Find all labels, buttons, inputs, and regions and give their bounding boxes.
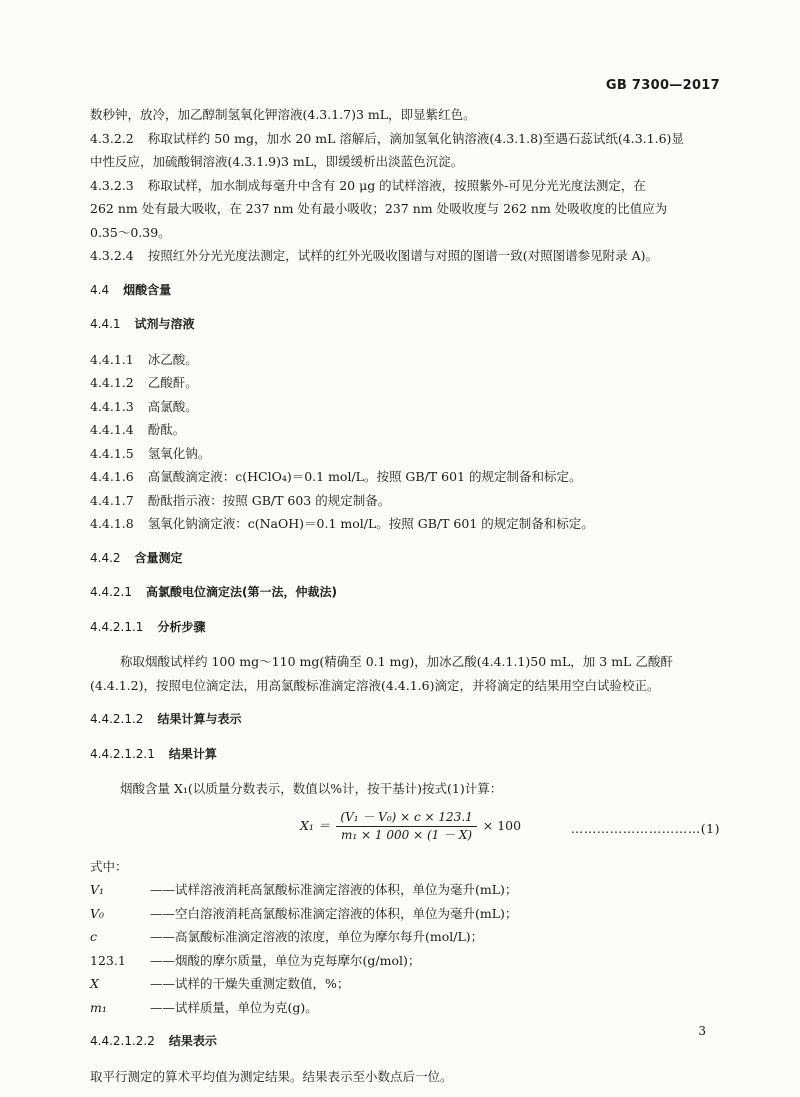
clause-number: 4.3.2.3 [90, 177, 134, 193]
formula-expression [300, 809, 521, 844]
standard-header: GB 7300—2017 [605, 78, 720, 93]
clause-text: 按照红外分光光度法测定，试样的红外光吸收图谱与对照的图谱一致(对照图谱参见附录 A)。 [147, 248, 658, 263]
reagent-text: 氢氧化钠。 [147, 445, 211, 461]
formula-numerator: (V₁ － V₀) × c × 123.1 [336, 809, 476, 827]
heading-title: 结果计算 [168, 746, 217, 761]
symbol: 123.1 [90, 952, 126, 968]
heading-4-4-2-1-2-1 [90, 743, 720, 767]
reagent-item [90, 442, 720, 466]
page-number: 3 [698, 1024, 706, 1038]
where-label: 式中： [90, 858, 128, 874]
formula-1 [90, 805, 720, 849]
heading-4-4 [90, 279, 720, 303]
reagent-text: 冰乙酸。 [147, 351, 198, 367]
clause-4323-line1 [90, 174, 720, 198]
document-body [90, 103, 720, 1088]
clause-4322-line2: 中性反应，加硫酸铜溶液(4.3.1.9)3 mL，即缓缓析出淡蓝色沉淀。 [90, 154, 464, 169]
reagent-list [90, 348, 720, 536]
calculation-intro: 烟酸含量 X₁(以质量分数表示，数值以%计，按干基计)按式(1)计算： [120, 781, 503, 796]
procedure-line2: (4.4.1.2)，按照电位滴定法，用高氯酸标准滴定溶液(4.4.1.6)滴定，并将滴定的结果用空白试验校正。 [90, 677, 660, 693]
clause-number: 4.4.1.4 [90, 422, 134, 437]
symbol-description: ——试样质量，单位为克(g)。 [150, 999, 318, 1015]
clause-number: 4.3.2.2 [90, 130, 134, 146]
heading-4-4-1 [90, 313, 720, 337]
clause-4323-line2: 262 nm 处有最大吸收，在 237 nm 处有最小吸收；237 nm 处吸收度与 262 nm 处吸收度的比值应为 [90, 201, 668, 216]
symbol: X [90, 976, 99, 991]
symbol-row [90, 878, 720, 902]
reagent-text: 氢氧化钠滴定液：c(NaOH)＝0.1 mol/L。按照 GB/T 601 的规定制备和标定。 [147, 516, 594, 531]
symbol-row [90, 972, 720, 996]
formula-denominator: m₁ × 1 000 × (1 － X) [341, 827, 473, 842]
clause-4321-continuation: 数秒钟，放冷，加乙醇制氢氧化钾溶液(4.3.1.7)3 mL，即显紫红色。 [90, 107, 476, 122]
heading-4-4-2 [90, 547, 720, 571]
symbol: V₀ [90, 905, 105, 921]
formula-multiplier: × 100 [482, 818, 522, 834]
heading-4-4-2-1-1 [90, 616, 720, 640]
symbol-row [90, 949, 720, 973]
heading-number: 4.4 [90, 282, 110, 297]
clause-text: 称取试样，加水制成每毫升中含有 20 μg 的试样溶液，按照紫外-可见分光光度法测定，在 [147, 177, 646, 193]
symbol-description: ——空白溶液消耗高氯酸标准滴定溶液的体积，单位为毫升(mL)； [150, 905, 518, 921]
symbol-list [90, 878, 720, 1019]
heading-number: 4.4.2.1.2.1 [90, 746, 155, 761]
symbol-row [90, 902, 720, 926]
reagent-text: 乙酸酐。 [147, 375, 198, 390]
clause-number: 4.4.1.2 [90, 375, 134, 390]
clause-number: 4.4.1.1 [90, 351, 134, 367]
reagent-item [90, 512, 720, 536]
clause-4324 [90, 244, 720, 268]
heading-title: 分析步骤 [157, 619, 206, 634]
symbol: m₁ [90, 999, 107, 1015]
result-expression-text: 取平行测定的算术平均值为测定结果。结果表示至小数点后一位。 [90, 1068, 453, 1084]
reagent-item [90, 348, 720, 372]
symbol-row [90, 925, 720, 949]
formula-fraction [336, 809, 476, 844]
heading-number: 4.4.2.1.2.2 [90, 1034, 155, 1048]
heading-title: 含量测定 [134, 550, 183, 565]
heading-title: 结果计算与表示 [157, 712, 242, 726]
reagent-item [90, 371, 720, 395]
heading-title: 试剂与溶液 [134, 317, 195, 331]
symbol-description: ——高氯酸标准滴定溶液的浓度，单位为摩尔每升(mol/L)； [150, 929, 484, 944]
symbol-row [90, 996, 720, 1020]
symbol-description: ——试样溶液消耗高氯酸标准滴定溶液的体积，单位为毫升(mL)； [150, 882, 518, 897]
clause-4322-line1 [90, 127, 720, 151]
heading-number: 4.4.2.1.2 [90, 712, 144, 726]
reagent-item [90, 418, 720, 442]
symbol-description: ——试样的干燥失重测定数值，%； [150, 976, 350, 991]
reagent-text: 高氯酸滴定液：c(HClO₄)＝0.1 mol/L。按照 GB/T 601 的规定制备和标定。 [147, 469, 582, 484]
heading-title: 高氯酸电位滴定法(第一法，仲裁法) [145, 585, 337, 599]
heading-4-4-2-1-2-2 [90, 1030, 720, 1054]
heading-number: 4.4.2.1 [90, 585, 132, 599]
heading-4-4-2-1-2 [90, 708, 720, 732]
clause-number: 4.4.1.7 [90, 492, 134, 508]
symbol: c [90, 929, 98, 944]
heading-4-4-2-1 [90, 581, 720, 605]
heading-number: 4.4.2.1.1 [90, 619, 144, 634]
reagent-item [90, 395, 720, 419]
heading-title: 结果表示 [168, 1034, 217, 1048]
formula-lhs: X₁ ＝ [300, 818, 331, 834]
clause-4323-line3: 0.35～0.39。 [90, 224, 171, 240]
reagent-text: 酚酞指示液：按照 GB/T 603 的规定制备。 [147, 492, 391, 508]
symbol: V₁ [90, 882, 105, 897]
clause-number: 4.4.1.5 [90, 445, 134, 461]
reagent-text: 酚酞。 [147, 422, 186, 437]
heading-number: 4.4.1 [90, 317, 121, 331]
clause-text: 称取试样约 50 mg，加水 20 mL 溶解后，滴加氢氧化钠溶液(4.3.1.8)至遇石蕊试纸(4.3.1.6)显 [147, 130, 684, 146]
reagent-text: 高氯酸。 [147, 398, 198, 414]
clause-number: 4.4.1.8 [90, 516, 134, 531]
formula-number: …………………………(1) [570, 820, 720, 836]
heading-number: 4.4.2 [90, 550, 121, 565]
symbol-description: ——烟酸的摩尔质量，单位为克每摩尔(g/mol)； [150, 952, 421, 968]
procedure-line1: 称取烟酸试样约 100 mg～110 mg(精确至 0.1 mg)，加冰乙酸(4.4.1.1)50 mL，加 3 mL 乙酸酐 [120, 654, 673, 669]
reagent-item [90, 489, 720, 513]
clause-number: 4.4.1.6 [90, 469, 134, 484]
reagent-item [90, 465, 720, 489]
clause-number: 4.3.2.4 [90, 248, 134, 263]
clause-number: 4.4.1.3 [90, 398, 134, 414]
heading-title: 烟酸含量 [123, 282, 172, 297]
